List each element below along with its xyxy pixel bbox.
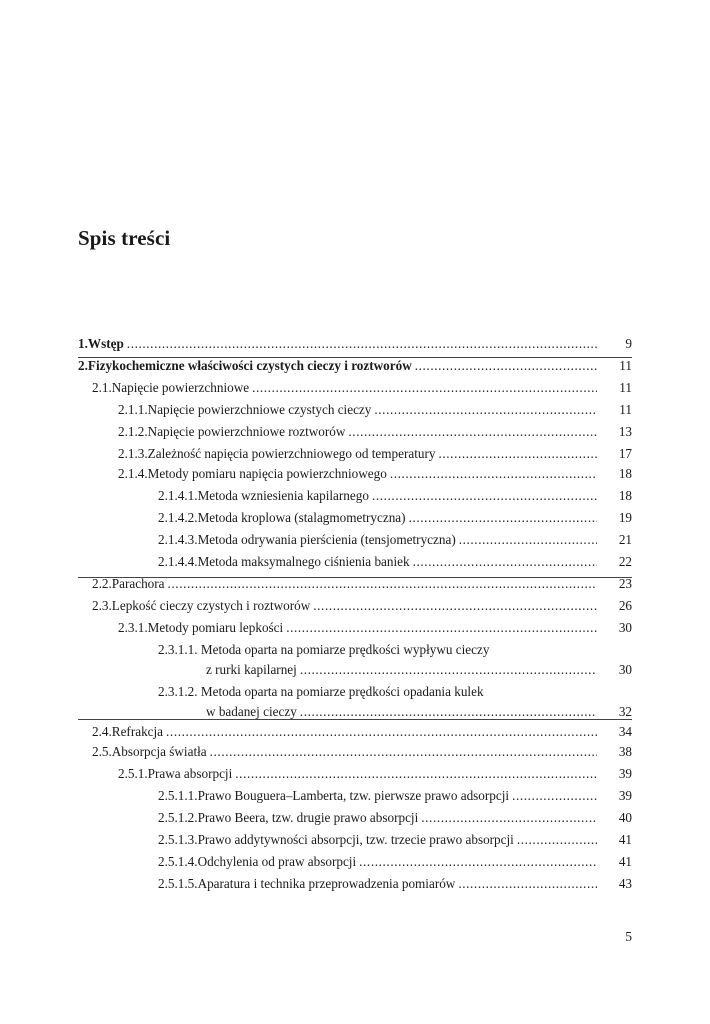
toc-entry-title: Napięcie powierzchniowe roztworów [147, 424, 346, 439]
toc-entry[interactable] [78, 596, 632, 616]
toc-entry-title: Prawo addytywności absorpcji, tzw. trzecie prawo absorpcji [197, 832, 514, 847]
toc-entry-page: 9 [625, 336, 632, 351]
toc-entry[interactable] [78, 464, 632, 484]
dot-leader [300, 702, 597, 722]
toc-entry-number: 2.2. [92, 576, 112, 591]
toc-entry-page: 32 [618, 704, 632, 719]
toc-entry[interactable] [78, 640, 632, 680]
toc-entry-number: 2.1.4. [118, 466, 148, 481]
toc-entry-page: 30 [618, 620, 632, 635]
dot-leader [166, 722, 597, 742]
toc-entry-page: 43 [618, 876, 632, 891]
dot-leader [300, 660, 597, 680]
toc-entry-title: Napięcie powierzchniowe [111, 380, 250, 395]
dot-leader [359, 852, 597, 872]
dot-leader [313, 596, 597, 616]
toc-entry-page: 22 [618, 554, 632, 569]
toc-entry-page: 11 [619, 402, 632, 417]
page-title: Spis treści [78, 226, 171, 250]
toc-entry-title-continued: z rurki kapilarnej [206, 662, 297, 677]
dot-leader [372, 486, 597, 506]
toc-entry-title: Absorpcja światła [111, 744, 207, 759]
toc-entry-title: Wstęp [87, 336, 124, 351]
toc-entry-number: 2.5.1.2. [158, 810, 198, 825]
toc-entry-page: 11 [619, 380, 632, 395]
toc-entry-title: Metoda kroplowa (stalagmometryczna) [197, 510, 406, 525]
toc-entry-page: 34 [618, 724, 632, 739]
toc-entry-number: 2.1.1. [118, 402, 148, 417]
toc-entry-number: 2.1. [92, 380, 112, 395]
toc-entry-page: 26 [618, 598, 632, 613]
page-number: 5 [625, 929, 632, 944]
toc-entry[interactable] [78, 682, 632, 722]
toc-entry-title: Prawo Beera, tzw. drugie prawo absorpcji [197, 810, 419, 825]
toc-entry-title: Metoda oparta na pomiarze prędkości opadania kulek [200, 684, 484, 699]
toc-entry-number: 1. [78, 336, 88, 351]
toc-entry-title: Metoda maksymalnego ciśnienia baniek [197, 554, 410, 569]
toc-entry-title: Parachora [111, 576, 165, 591]
toc-entry-title-continued: w badanej cieczy [206, 704, 297, 719]
toc-entry[interactable] [78, 530, 632, 550]
toc-entry[interactable] [78, 764, 632, 784]
toc-entry-number: 2.5.1.3. [158, 832, 198, 847]
dot-leader [348, 422, 597, 442]
toc-entry[interactable] [78, 830, 632, 850]
toc-entry-page: 19 [618, 510, 632, 525]
toc-entry-page: 17 [618, 446, 632, 461]
dot-leader [168, 574, 598, 594]
toc-entry-title: Zależność napięcia powierzchniowego od temperatury [147, 446, 436, 461]
dot-leader [390, 464, 597, 484]
toc-entry[interactable] [78, 808, 632, 828]
toc-entry-page: 21 [618, 532, 632, 547]
toc-entry-number: 2.3.1.1. [158, 642, 198, 657]
toc-entry-number: 2.5.1.5. [158, 876, 198, 891]
dot-leader [252, 378, 597, 398]
toc-entry-page: 18 [618, 466, 632, 481]
dot-leader [459, 530, 597, 550]
toc-entry-title: Fizykochemiczne właściwości czystych cieczy i roztworów [87, 358, 412, 373]
dot-leader [421, 808, 597, 828]
toc-entry-page: 23 [618, 576, 632, 591]
toc-entry[interactable] [78, 508, 632, 528]
toc-entry[interactable] [78, 552, 632, 572]
toc-entry-page: 13 [618, 424, 632, 439]
toc-entry-title: Metoda wzniesienia kapilarnego [197, 488, 369, 503]
toc-entry-number: 2.1.2. [118, 424, 148, 439]
dot-leader [127, 334, 597, 354]
toc-entry-title: Refrakcja [111, 724, 164, 739]
toc-entry-title: Metody pomiaru napięcia powierzchniowego [147, 466, 387, 481]
toc-entry-page: 11 [619, 358, 632, 373]
toc-entry-number: 2.5.1.1. [158, 788, 198, 803]
dot-leader [415, 356, 597, 376]
dot-leader [210, 742, 597, 762]
toc-entry-number: 2.1.3. [118, 446, 148, 461]
toc-entry-number: 2.3.1.2. [158, 684, 198, 699]
toc-entry-title: Metoda oparta na pomiarze prędkości wypływu cieczy [200, 642, 490, 657]
toc-entry-page: 38 [618, 744, 632, 759]
dot-leader [512, 786, 597, 806]
toc-entry-page: 30 [618, 662, 632, 677]
toc-entry-number: 2.5. [92, 744, 112, 759]
toc-entry[interactable] [78, 874, 632, 894]
toc-entry-number: 2.5.1. [118, 766, 148, 781]
toc-entry-title: Odchylenia od praw absorpcji [197, 854, 357, 869]
toc-entry-page: 41 [618, 832, 632, 847]
toc-entry-number: 2.4. [92, 724, 112, 739]
toc-entry-number: 2.1.4.1. [158, 488, 198, 503]
toc-entry[interactable] [78, 356, 632, 376]
dot-leader [374, 400, 597, 420]
toc-entry[interactable] [78, 722, 632, 742]
dot-leader [286, 618, 597, 638]
toc-entry-title: Prawa absorpcji [147, 766, 233, 781]
dot-leader [438, 444, 597, 464]
toc-entry[interactable] [78, 786, 632, 806]
dot-leader [458, 874, 597, 894]
dot-leader [517, 830, 597, 850]
toc-entry-page: 40 [618, 810, 632, 825]
toc-entry-page: 18 [618, 488, 632, 503]
toc-entry[interactable] [78, 400, 632, 420]
toc-entry[interactable] [78, 422, 632, 442]
toc-entry-page: 39 [618, 788, 632, 803]
toc-entry[interactable] [78, 618, 632, 638]
toc-entry-number: 2.3. [92, 598, 112, 613]
toc-entry[interactable] [78, 742, 632, 762]
dot-leader [235, 764, 597, 784]
toc-entry-number: 2. [78, 358, 88, 373]
toc-entry[interactable] [78, 444, 632, 464]
toc-entry[interactable] [78, 574, 632, 594]
toc-entry-number: 2.5.1.4. [158, 854, 198, 869]
toc-entry-number: 2.1.4.2. [158, 510, 198, 525]
toc-entry-number: 2.1.4.4. [158, 554, 198, 569]
toc-entry[interactable] [78, 378, 632, 398]
toc-entry[interactable] [78, 486, 632, 506]
toc-entry-title: Lepkość cieczy czystych i roztworów [111, 598, 311, 613]
dot-leader [413, 552, 597, 572]
toc-entry[interactable] [78, 852, 632, 872]
toc-entry-number: 2.1.4.3. [158, 532, 198, 547]
toc-entry[interactable] [78, 334, 632, 354]
toc-entry-title: Aparatura i technika przeprowadzenia pomiarów [197, 876, 456, 891]
toc-entry-page: 41 [618, 854, 632, 869]
dot-leader [409, 508, 597, 528]
toc-entry-number: 2.3.1. [118, 620, 148, 635]
toc-entry-page: 39 [618, 766, 632, 781]
toc-entry-title: Napięcie powierzchniowe czystych cieczy [147, 402, 372, 417]
toc-entry-title: Metoda odrywania pierścienia (tensjometryczna) [197, 532, 456, 547]
toc-entry-title: Metody pomiaru lepkości [147, 620, 284, 635]
toc-entry-title: Prawo Bouguera–Lamberta, tzw. pierwsze prawo adsorpcji [197, 788, 510, 803]
